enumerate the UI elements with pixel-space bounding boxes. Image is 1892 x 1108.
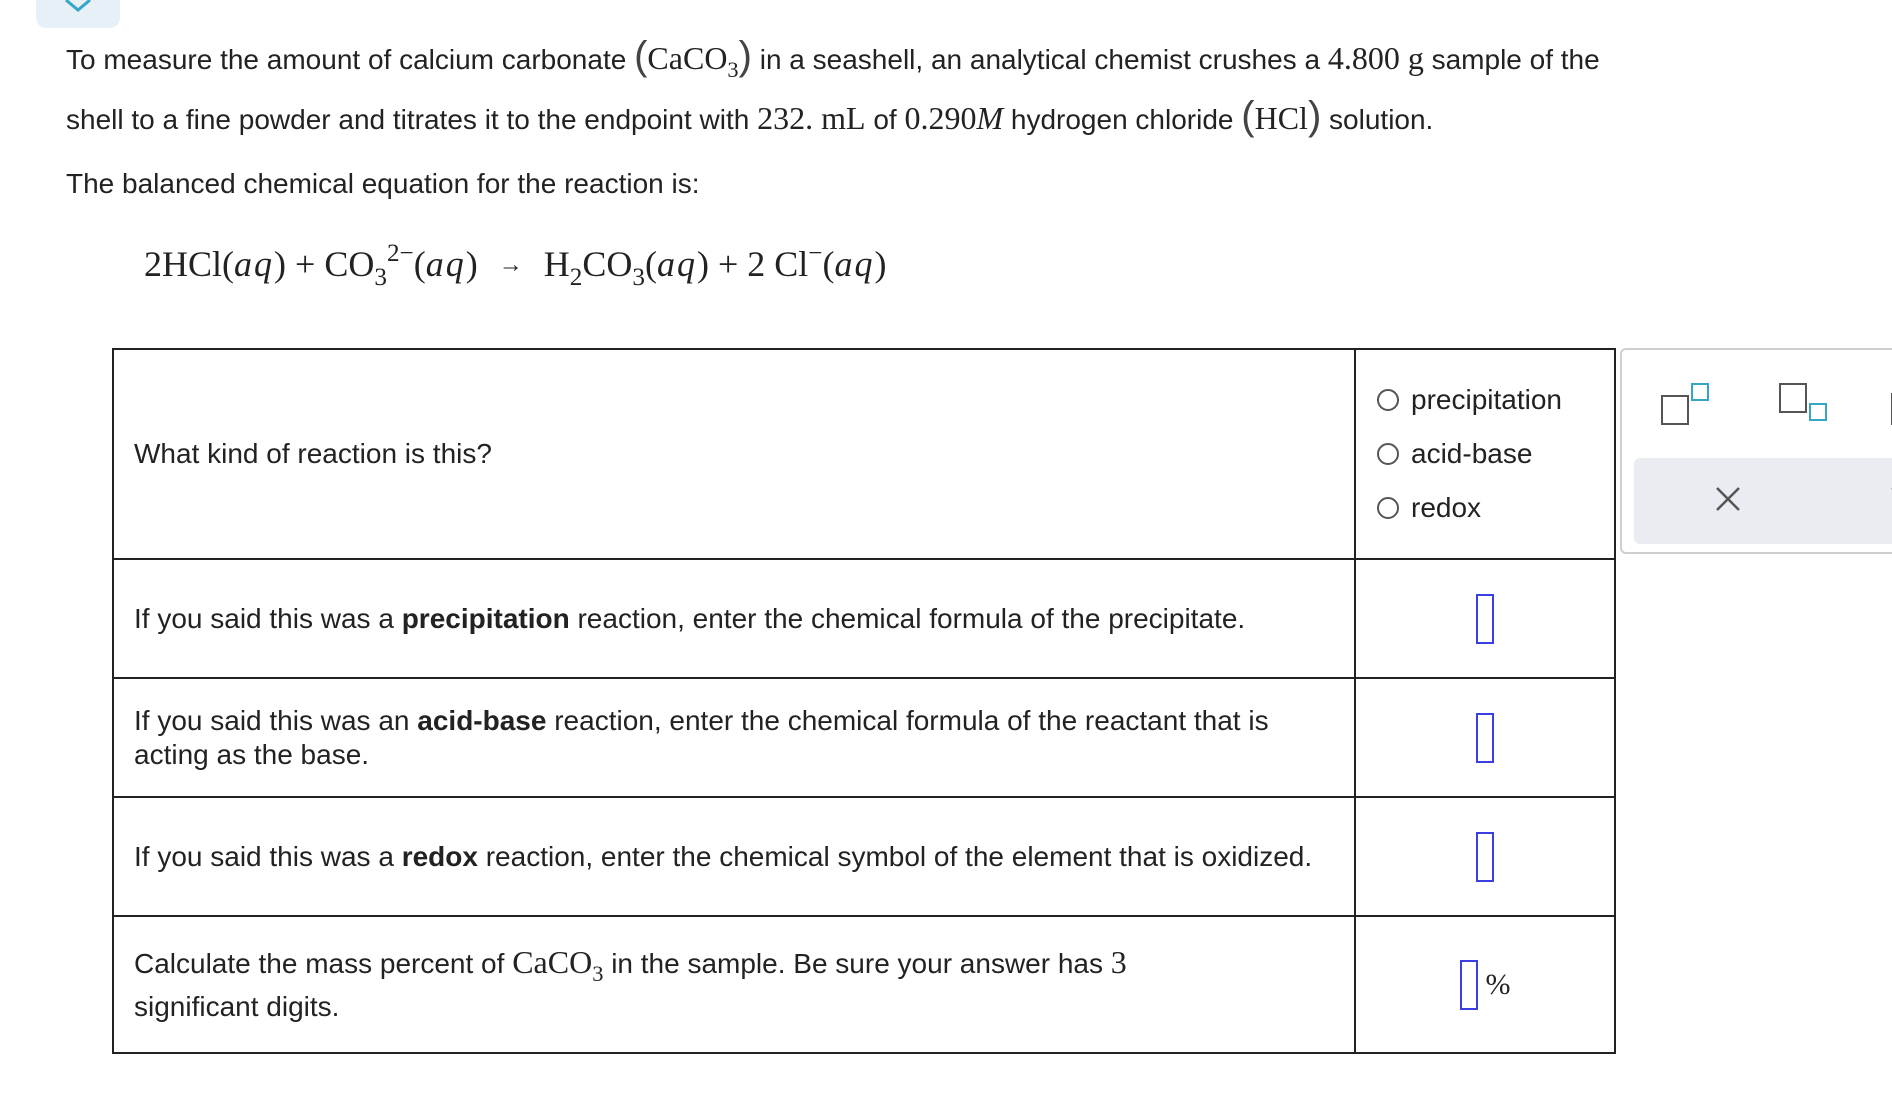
subscript-icon[interactable] [1778,382,1832,428]
precipitate-formula-input[interactable] [1476,594,1494,644]
question-table [112,348,1616,1054]
chevron-down-icon [64,0,92,12]
titrant-volume: 232. mL [757,100,866,136]
mass-percent-input[interactable] [1460,960,1478,1010]
reaction-arrow: → [498,252,523,279]
base-question: If you said this was an acid-base reaction, enter the chemical formula of the reactant that is acting as the base. [113,678,1355,797]
oxidized-element-question: If you said this was a redox reaction, enter the chemical symbol of the element that is oxidized. [113,797,1355,916]
problem-line-1: To measure the amount of calcium carbonate (CaCO$_3$) in a seashell, an analytical chemist crushes a 4.800 g sample of the [66,34,1600,82]
balanced-equation: $2HCl(aq) + CO_3^{2-}(aq) \to H_2CO_3(aq) + 2$ Cl−(aq) [144,240,887,291]
table-row [113,678,1615,797]
base-formula-input[interactable] [1476,713,1494,763]
equation-intro: The balanced chemical equation for the reaction is: [66,168,700,199]
radio-acid-base[interactable]: acid-base [1377,427,1613,481]
problem-line-2: shell to a fine powder and titrates it to the endpoint with 232. mL of 0.290M hydrogen chloride (HCl) solution. [66,94,1434,138]
radio-button[interactable] [1377,497,1399,519]
caco3-formula: CaCO$_3$ [647,40,739,82]
mass-percent-question: Calculate the mass percent of CaCO$_3$ in the sample. Be sure your answer has 3 significant digits. [113,916,1355,1053]
reaction-kind-radio-group [1357,373,1613,535]
percent-unit: % [1485,967,1511,1001]
radio-redox[interactable]: redox [1377,481,1613,535]
undo-icon[interactable] [1888,482,1892,516]
radio-button[interactable] [1377,443,1399,465]
toolbox-action-bar [1634,458,1892,544]
superscript-icon[interactable] [1660,382,1714,428]
bracket-icon[interactable] [1888,390,1892,430]
sample-mass: 4.800 g [1327,40,1424,76]
close-icon[interactable] [1714,485,1742,513]
math-toolbox [1620,348,1892,554]
table-row [113,349,1615,559]
hcl-formula: HCl [1254,100,1308,136]
table-row [113,559,1615,678]
radio-precipitation[interactable]: precipitation [1377,373,1613,427]
radio-button[interactable] [1377,389,1399,411]
table-row [113,797,1615,916]
precipitate-question: If you said this was a precipitation reaction, enter the chemical formula of the precipitate. [113,559,1355,678]
collapse-tab[interactable] [36,0,120,28]
reaction-kind-question: What kind of reaction is this? [113,349,1355,559]
oxidized-element-input[interactable] [1476,832,1494,882]
table-row [113,916,1615,1053]
titrant-concentration: 0.290M [904,100,1004,136]
